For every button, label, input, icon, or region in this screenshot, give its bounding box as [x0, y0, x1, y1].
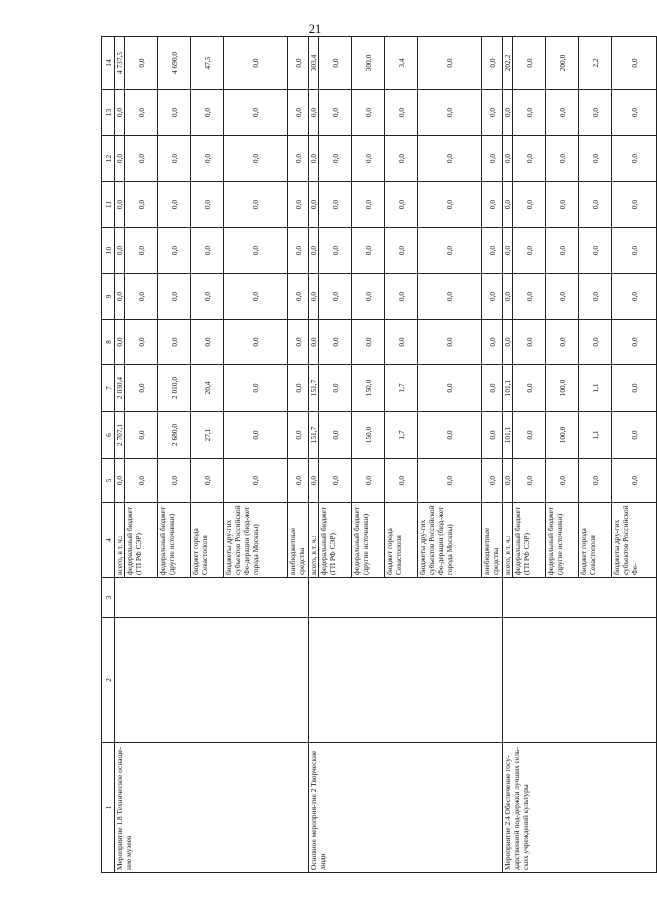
value-cell: 0,0 [191, 182, 224, 228]
value-cell: 0,0 [158, 274, 191, 320]
value-cell: 1,7 [385, 412, 418, 459]
table-row [503, 37, 513, 873]
header-cell-6: 6 [102, 412, 115, 459]
value-cell: 100,0 [546, 365, 579, 412]
value-cell: 0,0 [482, 274, 503, 320]
value-cell: 0,0 [385, 274, 418, 320]
value-cell: 0,0 [418, 459, 482, 503]
value-cell: 0,0 [513, 90, 546, 136]
value-cell: 1,1 [579, 412, 612, 459]
value-cell: 0,0 [319, 37, 352, 90]
value-cell: 0,0 [546, 136, 579, 182]
value-cell: 0,0 [288, 182, 309, 228]
value-cell: 2 010,0 [158, 365, 191, 412]
value-cell: 0,0 [579, 274, 612, 320]
value-cell: 0,0 [115, 90, 125, 136]
value-cell: 0,0 [319, 90, 352, 136]
value-cell: 0,0 [418, 365, 482, 412]
value-cell: 0,0 [352, 136, 385, 182]
value-cell: 0,0 [158, 459, 191, 503]
value-cell: 0,0 [288, 228, 309, 274]
value-cell: 0,0 [546, 182, 579, 228]
value-cell: 0,0 [482, 365, 503, 412]
value-cell: 0,0 [158, 182, 191, 228]
header-cell-13: 13 [102, 90, 115, 136]
value-cell: 1,1 [579, 365, 612, 412]
value-cell: 100,0 [546, 412, 579, 459]
value-cell: 0,0 [418, 37, 482, 90]
header-cell-1: 1 [102, 743, 115, 873]
value-cell: 0,0 [224, 365, 288, 412]
value-cell: 0,0 [158, 90, 191, 136]
funding-source-cell: всего, в т. ч.: [503, 503, 513, 578]
value-cell: 0,0 [612, 37, 657, 90]
budget-table [101, 36, 657, 873]
value-cell: 0,0 [579, 90, 612, 136]
value-cell: 0,0 [288, 274, 309, 320]
value-cell: 0,0 [579, 320, 612, 365]
value-cell: 0,0 [513, 136, 546, 182]
value-cell: 0,0 [125, 228, 158, 274]
value-cell: 0,0 [482, 136, 503, 182]
header-cell-10: 10 [102, 228, 115, 274]
funding-source-cell: федеральный бюджет (другие источники) [158, 503, 191, 578]
value-cell: 0,0 [158, 228, 191, 274]
value-cell: 0,0 [224, 320, 288, 365]
funding-source-cell: федеральный бюджет (ГП РФ СЭР) [513, 503, 546, 578]
header-cell-3: 3 [102, 578, 115, 618]
value-cell: 0,0 [513, 459, 546, 503]
value-cell: 0,0 [352, 274, 385, 320]
value-cell: 0,0 [125, 412, 158, 459]
column-3-cell [309, 578, 503, 618]
value-cell: 2,2 [579, 37, 612, 90]
value-cell: 2 707,1 [115, 412, 125, 459]
header-cell-12: 12 [102, 136, 115, 182]
value-cell: 101,1 [503, 365, 513, 412]
value-cell: 0,0 [513, 412, 546, 459]
value-cell: 0,0 [224, 459, 288, 503]
value-cell: 0,0 [115, 182, 125, 228]
value-cell: 0,0 [513, 320, 546, 365]
value-cell: 0,0 [125, 136, 158, 182]
value-cell: 27,1 [191, 412, 224, 459]
value-cell: 0,0 [125, 365, 158, 412]
value-cell: 0,0 [319, 182, 352, 228]
value-cell: 0,0 [224, 274, 288, 320]
header-cell-5: 5 [102, 459, 115, 503]
value-cell: 2 030,4 [115, 365, 125, 412]
value-cell: 0,0 [224, 182, 288, 228]
funding-source-cell: всего, в т. ч.: [115, 503, 125, 578]
value-cell: 0,0 [191, 228, 224, 274]
value-cell: 0,0 [288, 320, 309, 365]
value-cell: 0,0 [309, 90, 319, 136]
value-cell: 0,0 [513, 182, 546, 228]
value-cell: 0,0 [418, 412, 482, 459]
header-cell-4: 4 [102, 503, 115, 578]
value-cell: 0,0 [352, 228, 385, 274]
funding-source-cell: федеральный бюджет (другие источники) [546, 503, 579, 578]
value-cell: 0,0 [309, 274, 319, 320]
value-cell: 0,0 [546, 274, 579, 320]
value-cell: 0,0 [513, 37, 546, 90]
value-cell: 150,0 [352, 412, 385, 459]
value-cell: 0,0 [224, 37, 288, 90]
value-cell: 0,0 [309, 228, 319, 274]
value-cell: 0,0 [115, 320, 125, 365]
value-cell: 0,0 [546, 459, 579, 503]
header-cell-9: 9 [102, 274, 115, 320]
value-cell: 0,0 [125, 37, 158, 90]
value-cell: 0,0 [352, 182, 385, 228]
value-cell: 0,0 [513, 228, 546, 274]
value-cell: 0,0 [224, 228, 288, 274]
funding-source-cell: бюджет города Севастополя [191, 503, 224, 578]
value-cell: 300,0 [352, 37, 385, 90]
funding-source-cell: внебюджетные средства [288, 503, 309, 578]
value-cell: 0,0 [612, 320, 657, 365]
page-number: 21 [308, 22, 322, 36]
value-cell: 0,0 [191, 90, 224, 136]
value-cell: 151,7 [309, 365, 319, 412]
value-cell: 0,0 [503, 320, 513, 365]
value-cell: 0,0 [579, 228, 612, 274]
value-cell: 0,0 [309, 459, 319, 503]
value-cell: 0,0 [288, 136, 309, 182]
value-cell: 0,0 [352, 320, 385, 365]
value-cell: 202,2 [503, 37, 513, 90]
rotated-table-container [101, 37, 639, 873]
responsible-cell [115, 618, 309, 743]
header-cell-7: 7 [102, 365, 115, 412]
value-cell: 0,0 [385, 459, 418, 503]
value-cell: 0,0 [418, 182, 482, 228]
value-cell: 0,0 [191, 274, 224, 320]
value-cell: 0,0 [125, 274, 158, 320]
funding-source-cell: федеральный бюджет (другие источники) [352, 503, 385, 578]
value-cell: 150,0 [352, 365, 385, 412]
value-cell: 0,0 [503, 228, 513, 274]
value-cell: 0,0 [125, 459, 158, 503]
value-cell: 4 690,0 [158, 37, 191, 90]
value-cell: 0,0 [482, 90, 503, 136]
value-cell: 0,0 [503, 136, 513, 182]
value-cell: 0,0 [319, 365, 352, 412]
header-cell-11: 11 [102, 182, 115, 228]
header-row [102, 37, 115, 873]
value-cell: 0,0 [158, 136, 191, 182]
value-cell: 0,0 [546, 90, 579, 136]
value-cell: 4 737,5 [115, 37, 125, 90]
value-cell: 0,0 [288, 459, 309, 503]
value-cell: 0,0 [319, 228, 352, 274]
table-row [309, 37, 319, 873]
value-cell: 0,0 [418, 274, 482, 320]
value-cell: 0,0 [191, 459, 224, 503]
value-cell: 0,0 [352, 459, 385, 503]
value-cell: 0,0 [158, 320, 191, 365]
value-cell: 0,0 [513, 274, 546, 320]
value-cell: 0,0 [125, 182, 158, 228]
funding-source-cell: бюджет города Севастополя [385, 503, 418, 578]
value-cell: 0,0 [546, 228, 579, 274]
value-cell: 0,0 [224, 90, 288, 136]
value-cell: 0,0 [309, 182, 319, 228]
table-row [115, 37, 125, 873]
funding-source-cell: федеральный бюджет (ГП РФ СЭР) [125, 503, 158, 578]
value-cell: 0,0 [503, 274, 513, 320]
value-cell: 1,7 [385, 365, 418, 412]
value-cell: 0,0 [319, 320, 352, 365]
value-cell: 0,0 [125, 320, 158, 365]
funding-source-cell: федеральный бюджет (ГП РФ СЭР) [319, 503, 352, 578]
value-cell: 0,0 [385, 320, 418, 365]
funding-source-cell: всего, в т. ч.: [309, 503, 319, 578]
value-cell: 2 680,0 [158, 412, 191, 459]
value-cell: 0,0 [385, 90, 418, 136]
value-cell: 0,0 [115, 228, 125, 274]
value-cell: 0,0 [224, 136, 288, 182]
rotated-table-frame [101, 37, 639, 873]
measure-name-cell: Мероприятие 2.4 Обеспечение госу-дарственной под-держки лучших сель-ских учреждений культуры [503, 743, 657, 873]
value-cell: 0,0 [352, 90, 385, 136]
header-cell-8: 8 [102, 320, 115, 365]
value-cell: 0,0 [482, 228, 503, 274]
value-cell: 0,0 [482, 459, 503, 503]
value-cell: 0,0 [546, 320, 579, 365]
value-cell: 0,0 [115, 136, 125, 182]
value-cell: 0,0 [288, 412, 309, 459]
responsible-cell [503, 618, 657, 743]
value-cell: 0,0 [612, 412, 657, 459]
value-cell: 0,0 [612, 228, 657, 274]
value-cell: 0,0 [125, 90, 158, 136]
value-cell: 151,7 [309, 412, 319, 459]
value-cell: 200,0 [546, 37, 579, 90]
header-cell-2: 2 [102, 618, 115, 743]
value-cell: 0,0 [612, 274, 657, 320]
funding-source-cell: бюджеты дру-гих субъектов Российской Фе-дерации (бюд-жет города Москвы) [224, 503, 288, 578]
value-cell: 0,0 [503, 182, 513, 228]
value-cell: 0,0 [385, 182, 418, 228]
value-cell: 0,0 [503, 90, 513, 136]
funding-source-cell: бюджеты дру-гих субъектов Российской Фе-дерации (бюд-жет города Москвы) [418, 503, 482, 578]
value-cell: 0,0 [288, 365, 309, 412]
value-cell: 0,0 [288, 37, 309, 90]
value-cell: 0,0 [482, 37, 503, 90]
funding-source-cell: бюджет города Севастополя [579, 503, 612, 578]
value-cell: 0,0 [503, 459, 513, 503]
value-cell: 0,0 [612, 365, 657, 412]
value-cell: 0,0 [418, 90, 482, 136]
value-cell: 0,0 [579, 459, 612, 503]
value-cell: 0,0 [385, 136, 418, 182]
value-cell: 0,0 [418, 228, 482, 274]
value-cell: 0,0 [612, 136, 657, 182]
responsible-cell [309, 618, 503, 743]
value-cell: 0,0 [319, 459, 352, 503]
value-cell: 0,0 [288, 90, 309, 136]
value-cell: 0,0 [612, 90, 657, 136]
value-cell: 303,4 [309, 37, 319, 90]
value-cell: 47,5 [191, 37, 224, 90]
value-cell: 0,0 [309, 136, 319, 182]
header-cell-14: 14 [102, 37, 115, 90]
value-cell: 0,0 [612, 459, 657, 503]
value-cell: 0,0 [579, 182, 612, 228]
value-cell: 0,0 [612, 182, 657, 228]
funding-source-cell: внебюджетные средства [482, 503, 503, 578]
value-cell: 0,0 [482, 320, 503, 365]
value-cell: 0,0 [385, 228, 418, 274]
value-cell: 0,0 [513, 365, 546, 412]
funding-source-cell: бюджеты дру-гих субъектов Российской Фе- [612, 503, 657, 578]
value-cell: 0,0 [115, 274, 125, 320]
value-cell: 0,0 [224, 412, 288, 459]
value-cell: 0,0 [115, 459, 125, 503]
value-cell: 0,0 [319, 136, 352, 182]
value-cell: 0,0 [482, 412, 503, 459]
column-3-cell [115, 578, 309, 618]
value-cell: 0,0 [319, 274, 352, 320]
value-cell: 101,1 [503, 412, 513, 459]
value-cell: 3,4 [385, 37, 418, 90]
measure-name-cell: Основное мероприя-тие 2 Творческие люди [309, 743, 503, 873]
value-cell: 0,0 [319, 412, 352, 459]
value-cell: 0,0 [418, 136, 482, 182]
measure-name-cell: Мероприятие 1.8 Техническое оснаще-ние музеев [115, 743, 309, 873]
value-cell: 0,0 [579, 136, 612, 182]
value-cell: 20,4 [191, 365, 224, 412]
value-cell: 0,0 [482, 182, 503, 228]
value-cell: 0,0 [309, 320, 319, 365]
value-cell: 0,0 [191, 320, 224, 365]
column-3-cell [503, 578, 657, 618]
value-cell: 0,0 [418, 320, 482, 365]
value-cell: 0,0 [191, 136, 224, 182]
